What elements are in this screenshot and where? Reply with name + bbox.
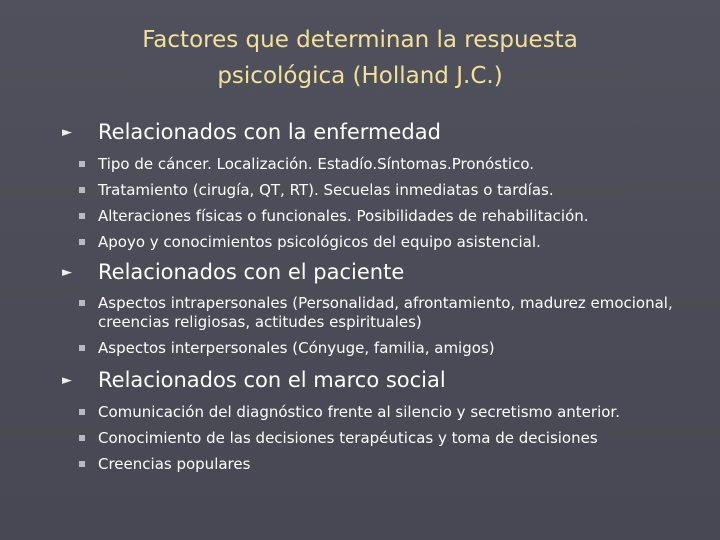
list-item-text: Creencias populares bbox=[98, 455, 251, 473]
list-item-text: Aspectos interpersonales (Cónyuge, familia, amigos) bbox=[98, 339, 495, 357]
square-bullet-icon bbox=[79, 300, 85, 306]
play-arrow-icon: ► bbox=[62, 124, 72, 140]
bullet-list-paciente bbox=[78, 294, 696, 365]
square-bullet-icon bbox=[79, 187, 85, 193]
square-bullet-icon bbox=[79, 345, 85, 351]
section-heading-paciente bbox=[62, 260, 404, 284]
list-item-text: Tratamiento (cirugía, QT, RT). Secuelas inmediatas o tardías. bbox=[98, 181, 554, 199]
section-label: Relacionados con el marco social bbox=[98, 368, 446, 392]
play-arrow-icon: ► bbox=[62, 264, 72, 280]
square-bullet-icon bbox=[79, 213, 85, 219]
list-item-text: Alteraciones físicas o funcionales. Posibilidades de rehabilitación. bbox=[98, 207, 589, 225]
title-line-1: Factores que determinan la respuesta bbox=[142, 27, 578, 53]
list-item-text: Apoyo y conocimientos psicológicos del equipo asistencial. bbox=[98, 233, 541, 251]
play-arrow-icon: ► bbox=[62, 372, 72, 388]
list-item-text: Tipo de cáncer. Localización. Estadío.Síntomas.Pronóstico. bbox=[98, 155, 534, 173]
bullet-list-marco-social bbox=[78, 403, 696, 481]
list-item-text: Comunicación del diagnóstico frente al silencio y secretismo anterior. bbox=[98, 403, 620, 421]
square-bullet-icon bbox=[79, 461, 85, 467]
list-item bbox=[78, 403, 658, 422]
section-heading-enfermedad bbox=[62, 120, 441, 144]
list-item bbox=[78, 429, 696, 448]
list-item bbox=[78, 294, 696, 332]
title-line-2: psicológica (Holland J.C.) bbox=[217, 63, 503, 89]
list-item bbox=[78, 181, 696, 200]
square-bullet-icon bbox=[79, 239, 85, 245]
list-item bbox=[78, 233, 696, 252]
square-bullet-icon bbox=[79, 435, 85, 441]
list-item bbox=[78, 339, 696, 358]
square-bullet-icon bbox=[79, 161, 85, 167]
section-heading-marco-social bbox=[62, 368, 446, 392]
bullet-list-enfermedad bbox=[78, 155, 696, 259]
section-label: Relacionados con el paciente bbox=[98, 260, 405, 284]
list-item-text: Conocimiento de las decisiones terapéuticas y toma de decisiones bbox=[98, 429, 598, 447]
list-item bbox=[78, 207, 696, 226]
list-item bbox=[78, 155, 696, 174]
slide-title bbox=[60, 22, 660, 94]
section-label: Relacionados con la enfermedad bbox=[98, 120, 441, 144]
list-item bbox=[78, 455, 696, 474]
list-item-text: Aspectos intrapersonales (Personalidad, afrontamiento, madurez emocional, creencias religiosas, actitudes espirituales) bbox=[98, 294, 673, 331]
square-bullet-icon bbox=[79, 409, 85, 415]
